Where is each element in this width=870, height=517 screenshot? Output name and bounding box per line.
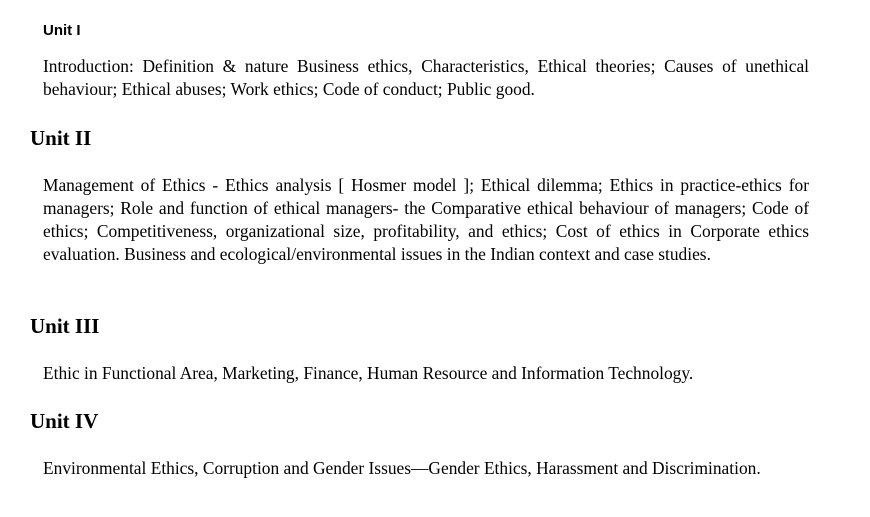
unit-1-heading: Unit I [43, 22, 81, 39]
unit-2-heading: Unit II [30, 126, 92, 150]
unit-4-heading: Unit IV [30, 409, 99, 433]
unit-2-description: Management of Ethics - Ethics analysis [ Hosmer model ]; Ethical dilemma; Ethics in practice-ethics for managers; Role and function of ethical managers- the Comparative ethical behaviour of managers; Code of ethics; Competitiveness, organizational size, profitability, and ethics; Cost of ethics in Corporate ethics evaluation. Business and ecological/environmental issues in the Indian context and case studies. [43, 175, 809, 264]
unit-3-heading: Unit III [30, 314, 100, 338]
unit-1-description: Introduction: Definition & nature Business ethics, Characteristics, Ethical theories; Causes of unethical behaviour; Ethical abuses; Work ethics; Code of conduct; Public good. [43, 56, 809, 99]
unit-4-description: Environmental Ethics, Corruption and Gender Issues—Gender Ethics, Harassment and Discrimination. [43, 458, 761, 478]
unit-3-description: Ethic in Functional Area, Marketing, Finance, Human Resource and Information Technology. [43, 363, 694, 383]
